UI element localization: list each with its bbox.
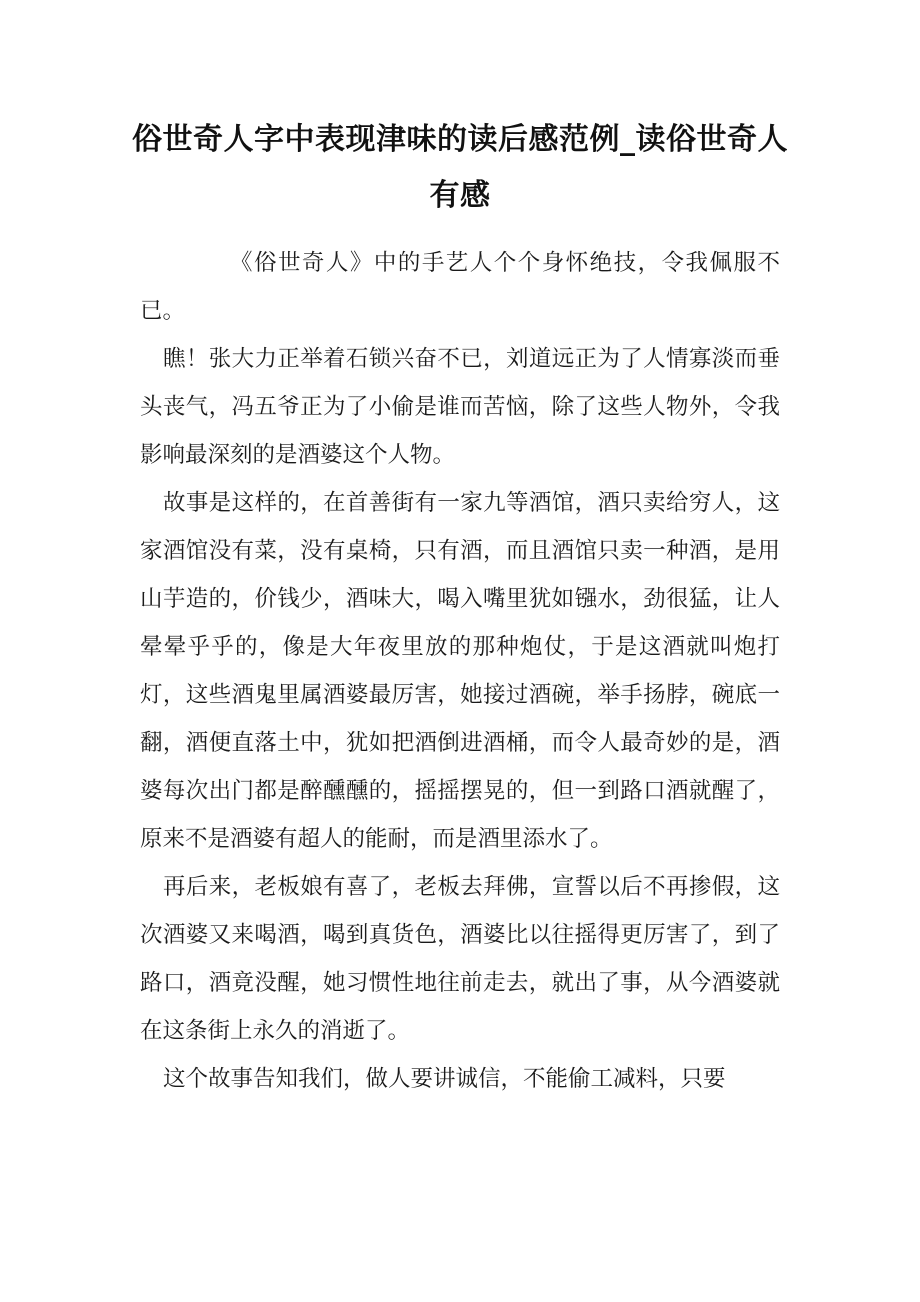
paragraph-1: 《俗世奇人》中的手艺人个个身怀绝技，令我佩服不已。 [140,250,780,324]
paragraph-2: 瞧！张大力正举着石锁兴奋不已，刘道远正为了人情寡淡而垂头丧气，冯五爷正为了小偷是谁而苦恼，除了这些人物外，令我影响最深刻的是酒婆这个人物。 [140,346,780,468]
paragraph-3: 故事是这样的，在首善街有一家九等酒馆，酒只卖给穷人，这家酒馆没有菜，没有桌椅，只有酒，而且酒馆只卖一种酒，是用山芋造的，价钱少，酒味大，喝入嘴里犹如镪水，劲很猛，让人晕晕乎乎的，像是大年夜里放的那种炮仗，于是这酒就叫炮打灯，这些酒鬼里属酒婆最厉害，她接过酒碗，举手扬脖，碗底一翻，酒便直落土中，犹如把酒倒进酒桶，而令人最奇妙的是，酒婆每次出门都是醉醺醺的，摇摇摆晃的，但一到路口酒就醒了，原来不是酒婆有超人的能耐，而是酒里添水了。 [140,490,780,852]
paragraph-5: 这个故事告知我们，做人要讲诚信，不能偷工减料，只要 [163,1066,726,1092]
document-title: 俗世奇人字中表现津味的读后感范例_读俗世奇人有感 [132,122,788,213]
document-body [140,239,780,1103]
paragraph-4: 再后来，老板娘有喜了，老板去拜佛，宣誓以后不再掺假，这次酒婆又来喝酒，喝到真货色，酒婆比以往摇得更厉害了，到了路口，酒竟没醒，她习惯性地往前走去，就出了事，从今酒婆就在这条街上永久的消逝了。 [140,874,780,1044]
